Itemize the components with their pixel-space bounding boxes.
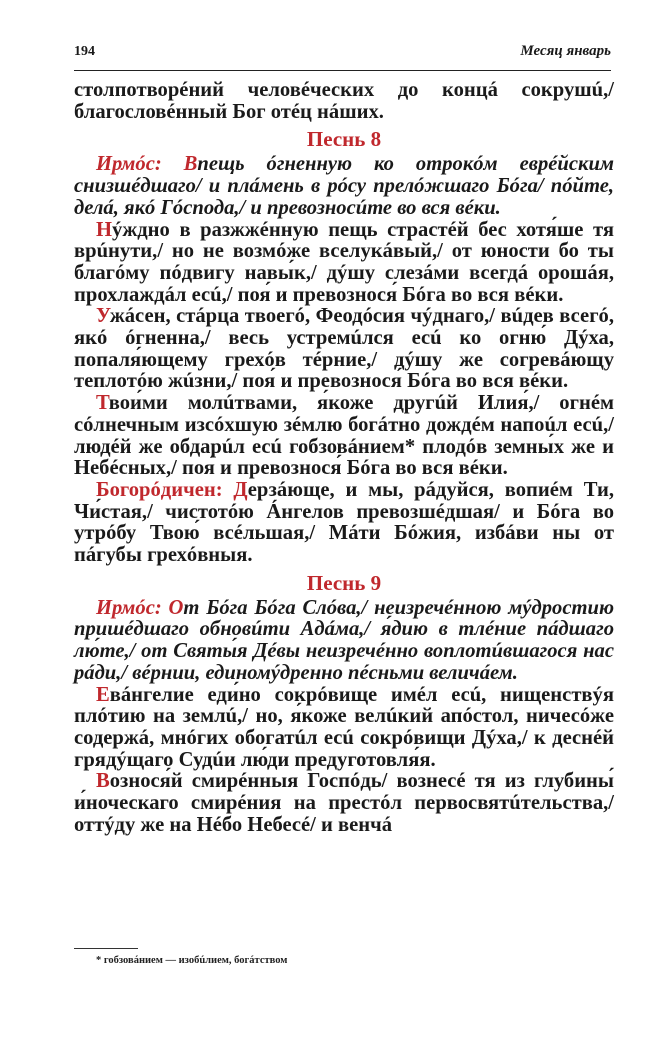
song-9-troparion-2	[74, 771, 614, 836]
page-header	[74, 40, 611, 71]
song-8-troparion-2	[74, 306, 614, 393]
irmos-text: пещь óгненную ко отрокóм еврéйским снизшéдшаго/ и плáмень в рóсу прелóжшаго Бóга/ пóйте, делá, якó Гóспода,/ и превозносúте во вся вéки.	[74, 153, 614, 219]
song-9-irmos	[74, 598, 614, 685]
irmos-label: Ирмóс:	[96, 596, 162, 619]
running-title: Месяц январь	[520, 43, 611, 59]
song-8-heading: Песнь 8	[306, 127, 382, 152]
troparion-text: вáнгелие еди́но сокрóвище имéл есú, нищенствýя плóтию на землú,/ но, я́коже велúкий апóстол, ничесóже содержá, мнóгих обогатúл есú сокрóвищи Дýха,/ к деснéй грядýщаго Судúи лю́ди предуготовля́я.	[74, 683, 614, 771]
song-9-heading: Песнь 9	[306, 570, 382, 595]
intro-paragraph: столпотворéний человéческих до концá сокрушú,/ благословéнный Бог отéц нáших.	[74, 79, 614, 123]
troparion-text: ознося́й смирéнныя Госпóдь/ вознесé тя из глубины́ и́ноческаго смирéния на престóл первосвятúтельства,/ оттýду же на Нéбо Небесé/ и венчá	[74, 770, 614, 836]
theotokion-text: ерзáюще, и мы, рáдуйся, вопиéм Ти, Чи́стая,/ чистотóю Áнгелов превозшéдшая/ и Бóга во утрóбу Твою́ всéльшая,/ Мáти Бóжия, избáви ны от пáгубы грехóвныя.	[74, 478, 614, 567]
drop-initial: О	[168, 596, 184, 619]
drop-initial: В	[183, 153, 198, 176]
drop-initial: У	[96, 305, 110, 328]
drop-initial: В	[96, 770, 110, 793]
song-8-theotokion	[74, 480, 614, 567]
song-9-troparion-1	[74, 685, 614, 772]
drop-initial: Д	[233, 478, 248, 501]
drop-initial: Н	[96, 218, 113, 241]
troparion-text: вои́ми молúтвами, я́коже другúй Илия́,/ огнéм сóлнечным изсóхшую зéмлю богáтно дождéм напоúл есú,/ людéй же обдарúл есú гобзовáнием* плодóв земны́х же и Небéсных,/ поя́ и превознося́ Бóга во вся вéки.	[74, 392, 614, 480]
song-8-troparion-3	[74, 393, 614, 480]
drop-initial: Т	[96, 392, 109, 415]
troparion-text: жáсен, стáрца твоегó, Феодóсия чýднаго,/ вúдев всегó, якó óгненна,/ весь устремúлся есú ко огню́ Дýха, попаля́ющему грехóв тéрние,/ дýшу же согревáющу теплотóю жúзни,/ поя́ и превознося́ Бóга во вся вéки.	[74, 305, 614, 393]
troparion-text: ýждно в разжжéнную пещь страстéй бес хотя́ше тя врúнути,/ но не возмóже вселукáвый,/ от юности бо ты благóму пóдвигу навы́к,/ дýшу слезáми всегдá орошáя, прохлаждáл есú,/ поя́ и превознося́ Бóга во вся вéки.	[74, 218, 614, 306]
irmos-text: т Бóга Бóга Слóва,/ неизречéнною мýдростию пришéдшаго обновúти Адáма,/ я́дию в тлéние пáдшаго лю́те,/ от Святы́я Дéвы неизречéнно воплотúвшагося нас рáди,/ вéрнии, единомýдренно пéсньми величáем.	[74, 596, 614, 684]
page-number: 194	[74, 44, 95, 59]
main-text	[74, 80, 614, 837]
footnote-rule	[74, 948, 138, 949]
song-8-troparion-1	[74, 220, 614, 307]
song-8-irmos	[74, 154, 614, 219]
footnote: * гобзовáнием — изобúлием, богáтством	[96, 955, 288, 966]
irmos-label: Ирмóс:	[96, 153, 162, 176]
theotokion-label: Богорóдичен:	[96, 478, 223, 501]
drop-initial: Е	[96, 683, 110, 706]
